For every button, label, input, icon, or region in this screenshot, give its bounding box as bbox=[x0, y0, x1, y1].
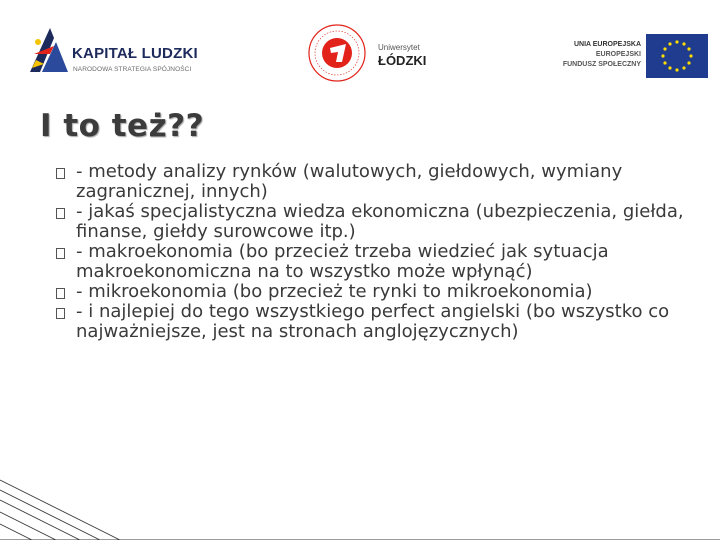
bullet-square-icon bbox=[56, 308, 65, 319]
bullet-text: - jakaś specjalistyczna wiedza ekonomiczna (ubezpieczenia, giełda, finanse, giełdy surowcowe itp.) bbox=[76, 201, 684, 242]
eu-flag-icon bbox=[646, 34, 708, 78]
eu-text-line3: FUNDUSZ SPOŁECZNY bbox=[562, 61, 641, 68]
kapital-ludzki-logo bbox=[28, 24, 218, 84]
bullet-text: - i najlepiej do tego wszystkiego perfect angielski (bo wszystko co najważniejsze, jest na stronach anglojęzycznych) bbox=[76, 301, 670, 342]
bullet-item bbox=[56, 282, 701, 302]
bullet-item bbox=[56, 202, 701, 242]
slide-title: I to też?? bbox=[40, 108, 205, 144]
bullet-item bbox=[56, 302, 701, 342]
kapital-ludzki-title: KAPITAŁ LUDZKI bbox=[72, 45, 198, 62]
eu-text-line2: EUROPEJSKI bbox=[595, 51, 641, 58]
bullet-text: - makroekonomia (bo przecież trzeba wiedzieć jak sytuacja makroekonomiczna na to wszystko może wpłynąć) bbox=[76, 241, 609, 282]
bullet-square-icon bbox=[56, 288, 65, 299]
university-seal-icon bbox=[306, 22, 368, 84]
bullet-item bbox=[56, 162, 701, 202]
bullet-text: - metody analizy rynków (walutowych, giełdowych, wymiany zagranicznej, innych) bbox=[76, 161, 623, 202]
bullet-text: - mikroekonomia (bo przecież te rynki to mikroekonomia) bbox=[76, 281, 593, 302]
eu-logo bbox=[548, 34, 708, 84]
kapital-ludzki-emblem-icon bbox=[28, 24, 70, 76]
university-logo bbox=[306, 22, 436, 82]
eu-text bbox=[563, 40, 641, 70]
eu-text-line1: UNIA EUROPEJSKA bbox=[573, 41, 641, 48]
bullet-square-icon bbox=[56, 248, 65, 259]
university-label-small: Uniwersytet bbox=[378, 43, 420, 52]
kapital-ludzki-subtitle: NARODOWA STRATEGIA SPÓJNOŚCI bbox=[73, 66, 192, 73]
bullet-square-icon bbox=[56, 208, 65, 219]
bullet-square-icon bbox=[56, 168, 65, 179]
bullet-list bbox=[56, 162, 701, 342]
decorative-corner-lines bbox=[0, 440, 720, 540]
university-label-large: ŁÓDZKI bbox=[378, 53, 427, 68]
bullet-item bbox=[56, 242, 701, 282]
